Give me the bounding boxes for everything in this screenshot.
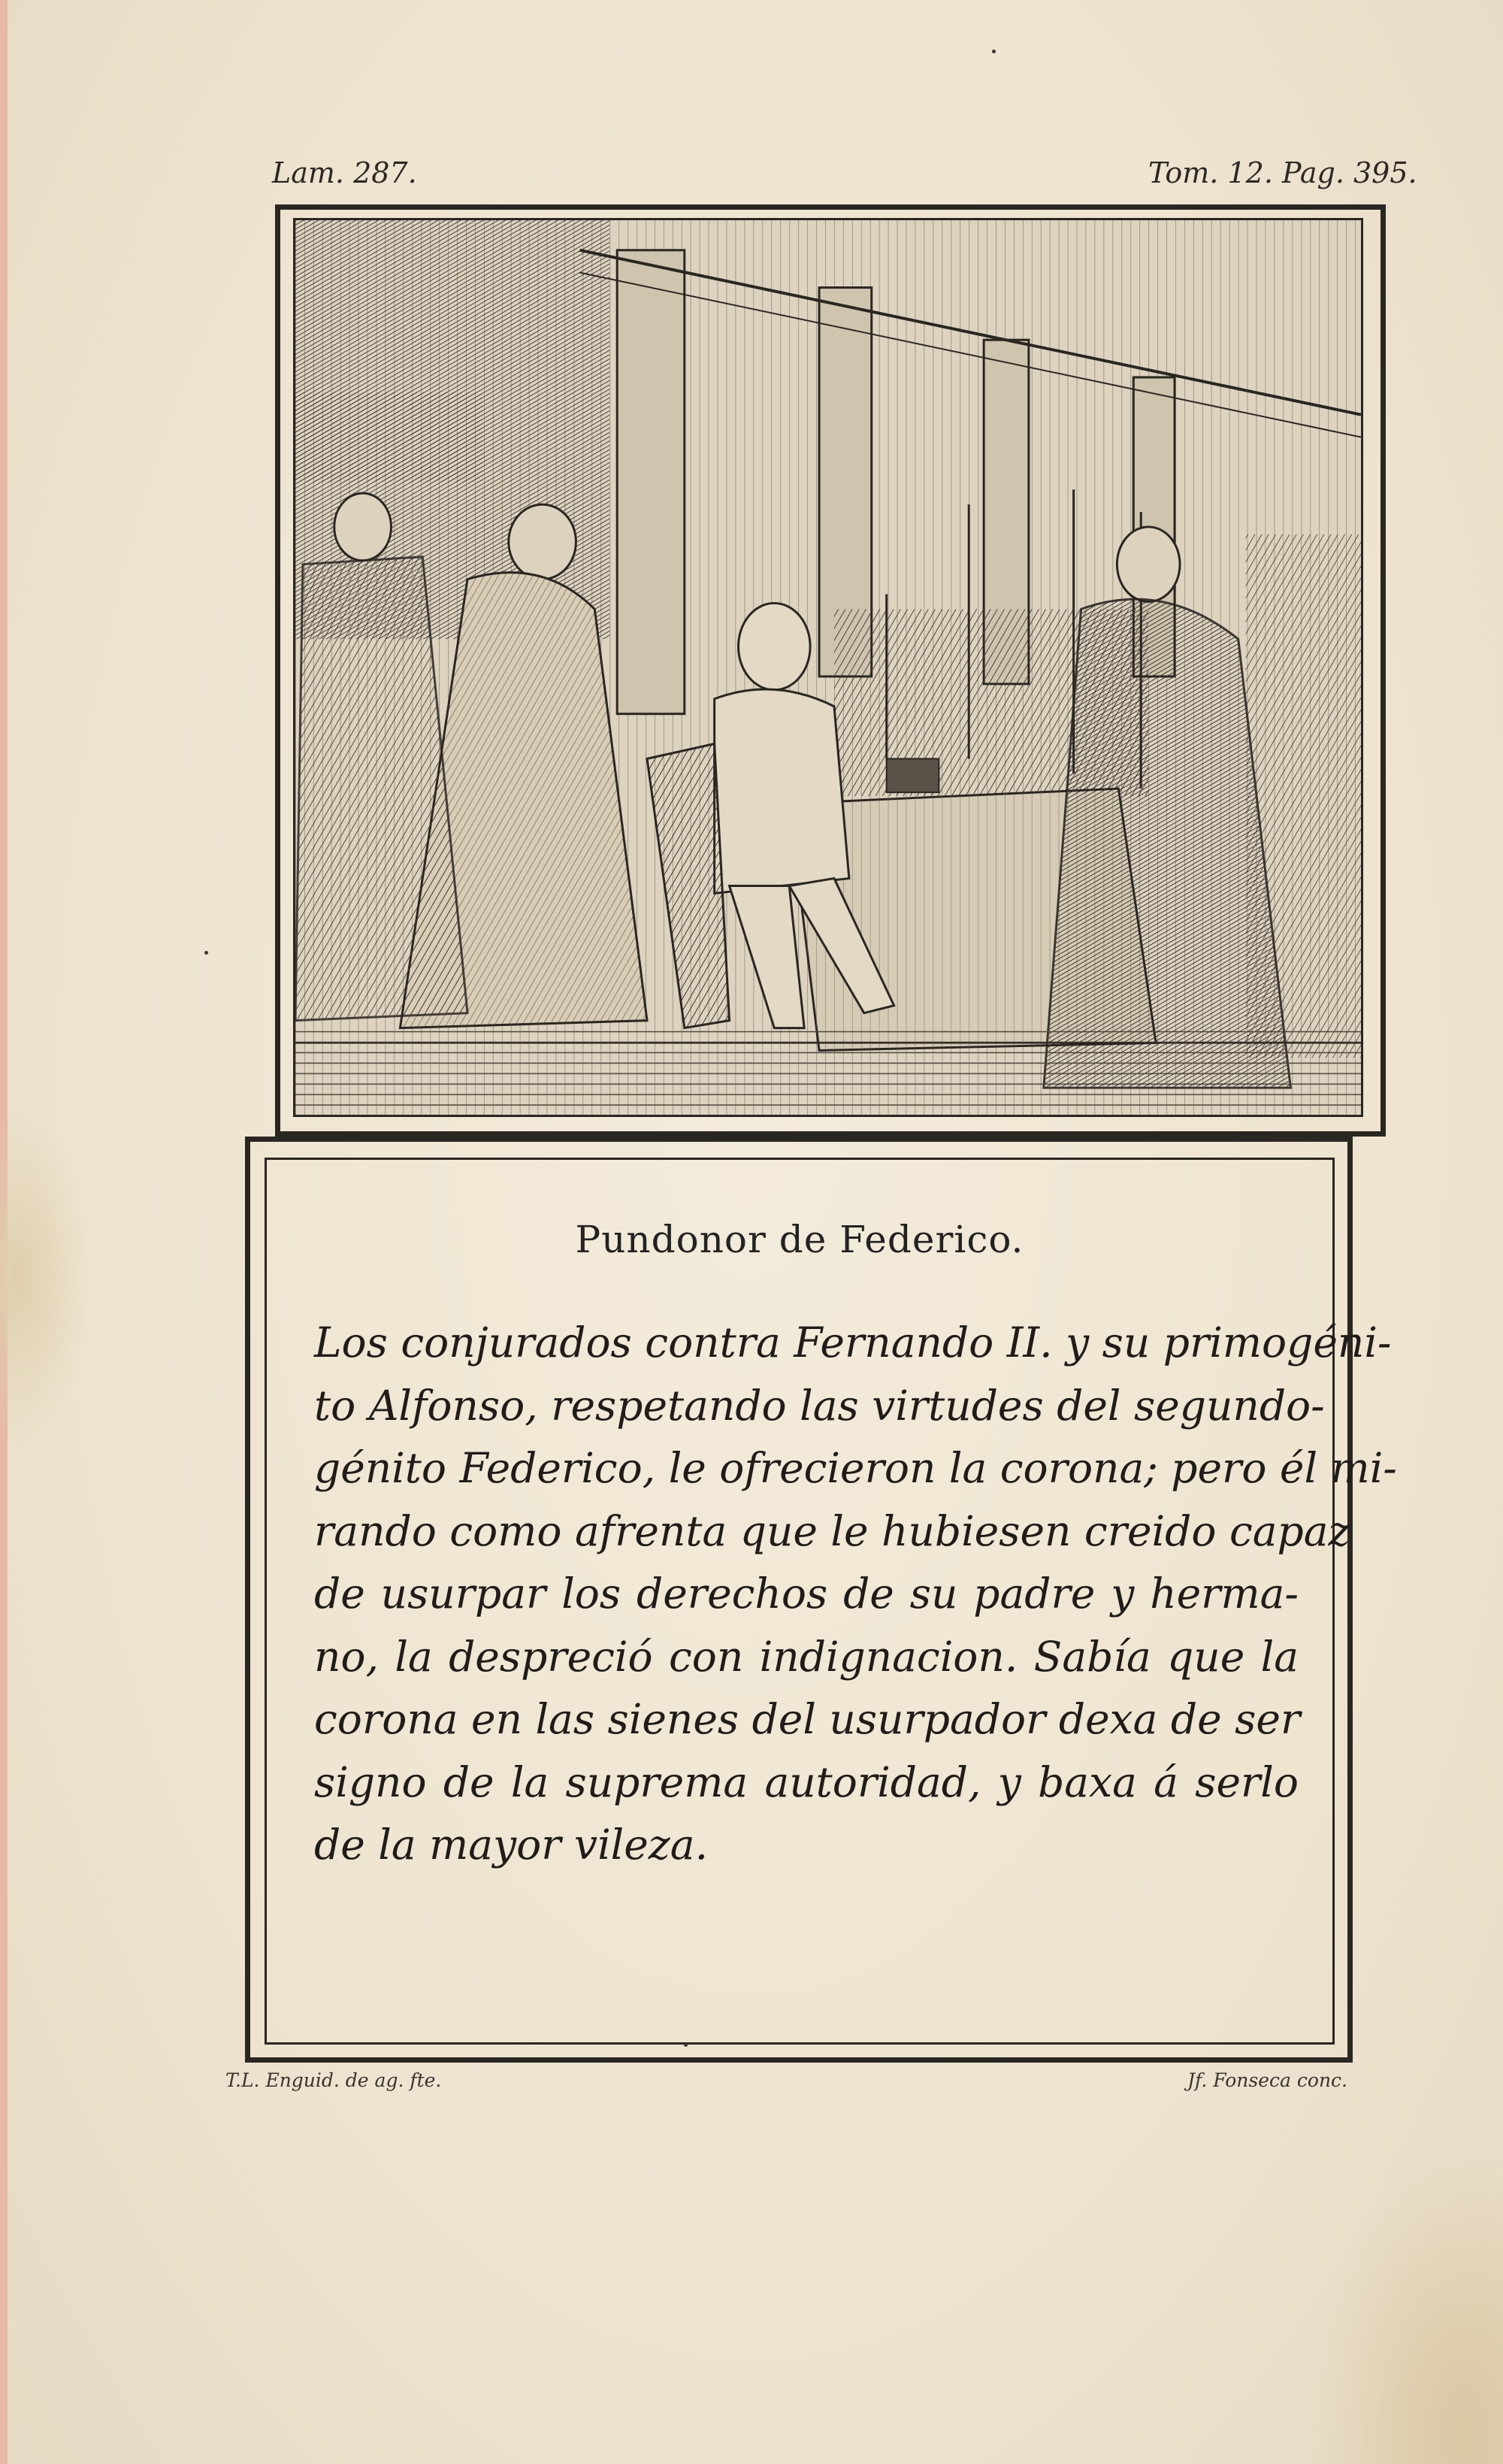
plate-number: Lam. 287. — [272, 156, 417, 189]
paper-speck — [992, 50, 996, 53]
paper-stain — [0, 1105, 90, 1451]
caption-title: Pundonor de Federico. — [575, 1218, 1024, 1261]
caption-line: Los conjurados contra Fernando II. y su primogéni- — [314, 1318, 1392, 1367]
caption-line: génito Federico, le ofrecieron la corona; pero él mi- — [314, 1444, 1397, 1492]
paper-speck — [684, 2043, 688, 2047]
artist-credit: T.L. Enguid. de ag. fte. — [225, 2069, 442, 2091]
engraving-scene — [295, 220, 1361, 1115]
caption-line: de la mayor vileza. — [314, 1821, 709, 1869]
engraver-credit: Jf. Fonseca conc. — [1187, 2069, 1347, 2091]
caption-line: rando como afrenta que le hubiesen creido capaz — [314, 1506, 1350, 1555]
caption-line: de usurpar los derechos de su padre y herma- — [314, 1570, 1299, 1618]
caption-line: corona en las sienes del usurpador dexa de ser — [314, 1695, 1301, 1743]
caption-text — [314, 1312, 1397, 1877]
caption-line: no, la despreció con indignacion. Sabía que la — [314, 1632, 1299, 1681]
engraving-illustration — [293, 218, 1363, 1117]
volume-page-reference: Tom. 12. Pag. 395. — [1148, 156, 1417, 189]
caption-line: signo de la suprema autoridad, y baxa á serlo — [314, 1757, 1299, 1806]
paper-stain — [1308, 2148, 1503, 2464]
caption-line: to Alfonso, respetando las virtudes del segundo- — [314, 1381, 1325, 1430]
paper-speck — [204, 951, 208, 955]
